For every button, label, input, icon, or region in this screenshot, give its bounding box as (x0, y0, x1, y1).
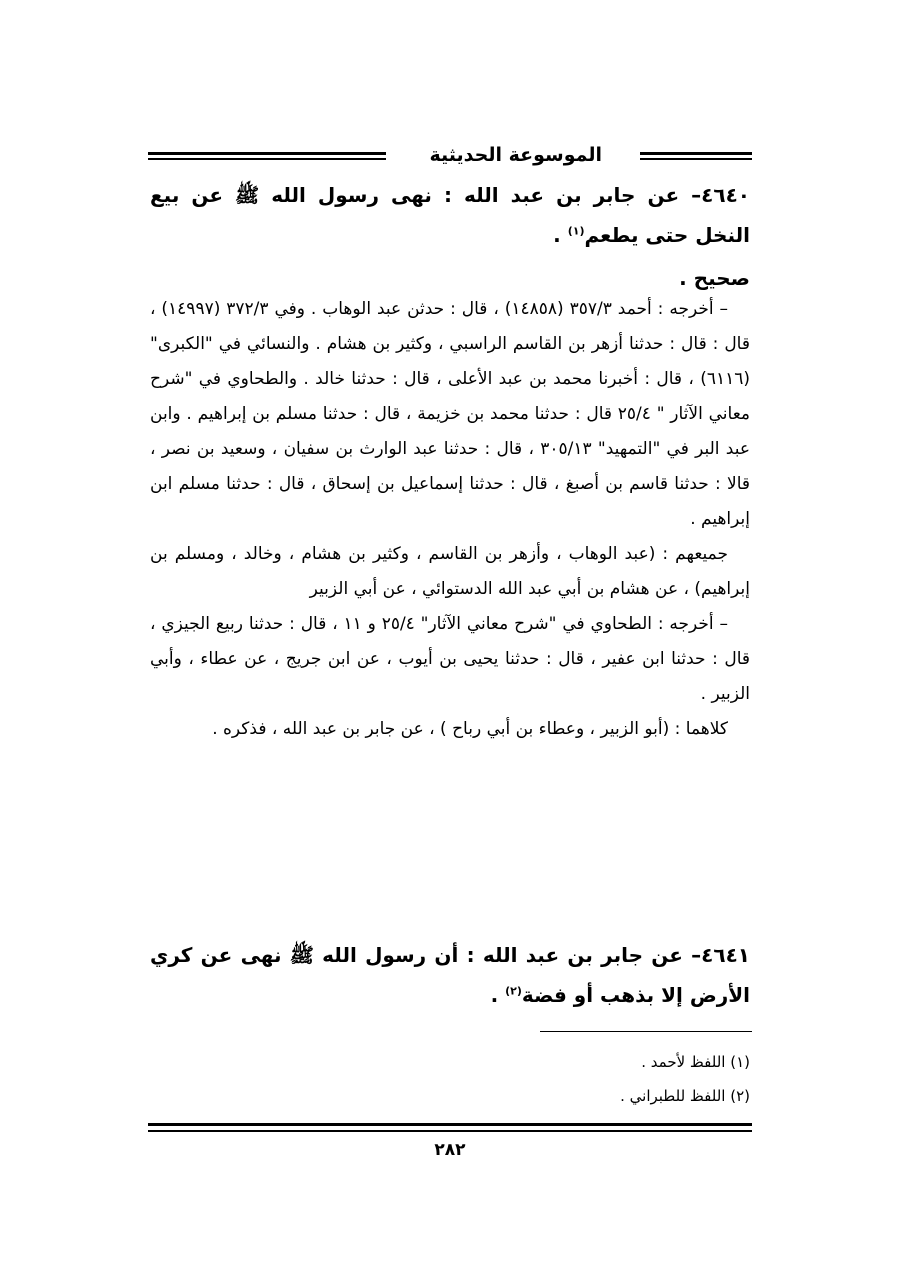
footnote-2: (٢) اللفظ للطبراني . (620, 1087, 750, 1105)
footnote-1: (١) اللفظ لأحمد . (641, 1053, 750, 1071)
hadith-4640-end: . (553, 223, 568, 247)
hadith-4641-end: . (490, 983, 506, 1007)
running-header (148, 140, 752, 170)
paragraph-2: جميعهم : (عبد الوهاب ، وأزهر بن القاسم ، وكثير بن هشام ، وخالد ، ومسلم بن إبراهيم) ، عن هشام بن أبي عبد الله الدستوائي ، عن أبي الزبير (150, 544, 750, 599)
hadith-4641 (150, 935, 750, 1015)
takhrij-body (150, 292, 750, 747)
footnote-ref-1[interactable]: (١) (567, 224, 585, 238)
hadith-4640-text: ٤٦٤٠– عن جابر بن عبد الله : نهى رسول الله ﷺ عن بيع النخل حتى يطعم (150, 183, 750, 247)
header-rule-left (148, 152, 386, 160)
header-title: الموسوعة الحديثية (420, 140, 603, 170)
footnote-separator (540, 1031, 752, 1032)
paragraph-4: كلاهما : (أبو الزبير ، وعطاء بن أبي رباح ) ، عن جابر بن عبد الله ، فذكره . (212, 719, 728, 739)
footnote-ref-2[interactable]: (٢) (505, 984, 522, 998)
footnotes (150, 1045, 750, 1113)
paragraph-1: – أخرجه : أحمد ٣٥٧/٣ (١٤٨٥٨) ، قال : حدثن عبد الوهاب . وفي ٣٧٢/٣ (١٤٩٩٧) ، قال : قال : حدثنا أزهر بن القاسم الراسبي ، وكثير بن هشام . والنسائي في "الكبرى" (٦١١٦) ، قال : أخبرنا محمد بن عبد الأعلى ، قال : حدثنا خالد . والطحاوي في "شرح معاني الآثار " ٢٥/٤ قال : حدثنا محمد بن خزيمة ، قال : حدثنا مسلم بن إبراهيم . وابن عبد البر في "التمهيد" ٣٠٥/١٣ ، قال : حدثنا عبد الوارث بن سفيان ، وسعيد بن نصر ، قالا : حدثنا قاسم بن أصبغ ، قال : حدثنا إسماعيل بن إسحاق ، قال : حدثنا مسلم ابن إبراهيم . (150, 299, 750, 529)
bottom-rule (148, 1123, 752, 1132)
paragraph-3: – أخرجه : الطحاوي في "شرح معاني الآثار" ٢٥/٤ و ١١ ، قال : حدثنا ربيع الجيزي ، قال : حدثنا ابن عفير ، قال : حدثنا يحيى بن أيوب ، عن ابن جريج ، عن عطاء ، وأبي الزبير . (150, 614, 750, 704)
page-number: ٢٨٢ (434, 1140, 466, 1160)
header-rule-right (640, 152, 752, 160)
grade: صحيح . (679, 266, 750, 290)
hadith-4641-text: ٤٦٤١– عن جابر بن عبد الله : أن رسول الله ﷺ نهى عن كري الأرض إلا بذهب أو فضة (150, 943, 750, 1007)
hadith-4640 (150, 175, 750, 255)
